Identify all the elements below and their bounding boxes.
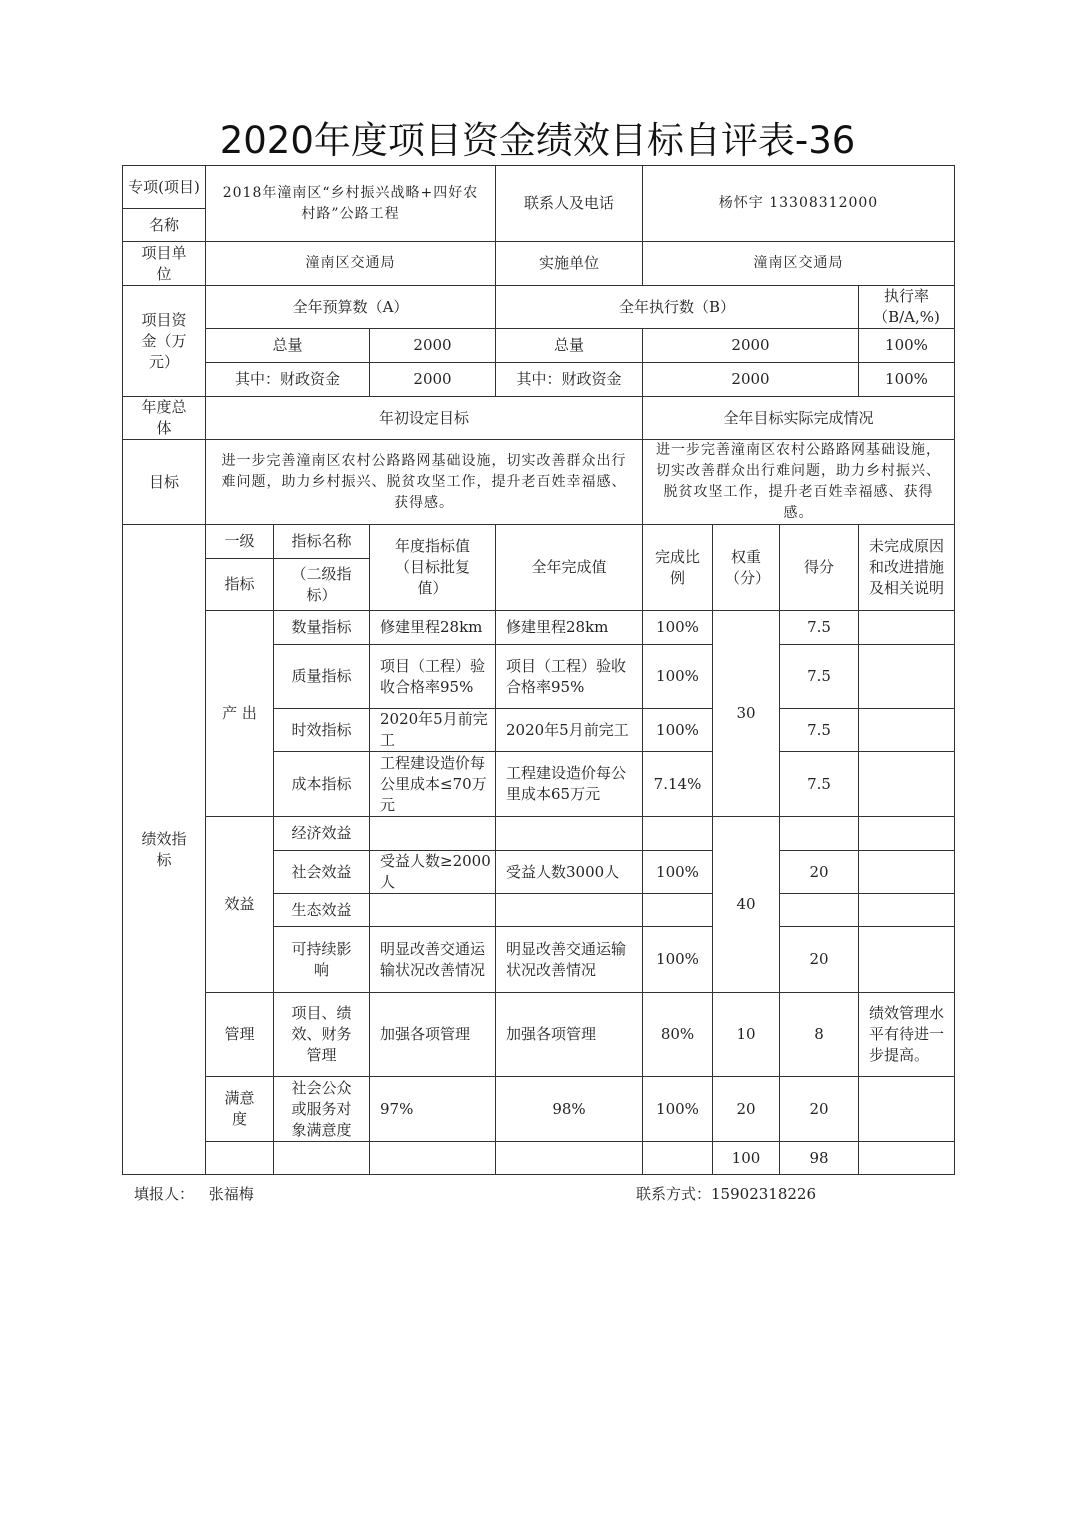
indicator-name: 社会公众或服务对象满意度: [274, 1077, 370, 1142]
indicator-ratio: [643, 817, 713, 851]
funds-total-b: 2000: [643, 329, 859, 363]
indicator-reason: [859, 752, 955, 817]
project-name: 2018年潼南区“乡村振兴战略+四好农村路”公路工程: [206, 166, 496, 242]
funds-fiscal-b: 2000: [643, 363, 859, 397]
indicator-target: 项目（工程）验收合格率95%: [370, 645, 496, 709]
indicator-reason: [859, 817, 955, 851]
funds-fiscal-rate: 100%: [859, 363, 955, 397]
hdr-weight: 权重（分）: [713, 525, 780, 611]
footer-contact: [636, 1183, 816, 1204]
unit-label: 项目单位: [123, 242, 206, 286]
hdr-reason: 未完成原因和改进措施及相关说明: [859, 525, 955, 611]
unit-value: 潼南区交通局: [206, 242, 496, 286]
hdr-level1-a: 一级: [206, 525, 274, 559]
indicator-score: 7.5: [780, 752, 859, 817]
indicator-score: 7.5: [780, 709, 859, 752]
benefit-weight: 40: [713, 817, 780, 993]
filler-label: 填报人：: [134, 1185, 195, 1203]
indicator-target: [370, 894, 496, 927]
indicator-name: 可持续影响: [274, 927, 370, 993]
indicator-reason: 绩效管理水平有待进一步提高。: [859, 993, 955, 1077]
page-title: 2020年度项目资金绩效目标自评表-36: [219, 119, 856, 162]
hdr-ratio: 完成比例: [643, 525, 713, 611]
indicator-target: 明显改善交通运输状况改善情况: [370, 927, 496, 993]
impl-value: 潼南区交通局: [643, 242, 955, 286]
indicator-score: 7.5: [780, 611, 859, 645]
total-blank: [370, 1142, 496, 1175]
indicator-score: 20: [780, 1077, 859, 1142]
output-weight: 30: [713, 611, 780, 817]
total-blank: [206, 1142, 274, 1175]
indicator-score: 20: [780, 927, 859, 993]
filler: [134, 1183, 254, 1204]
indicator-name: 生态效益: [274, 894, 370, 927]
indicator-name: 项目、绩效、财务管理: [274, 993, 370, 1077]
benefit-label: 效益: [206, 817, 274, 993]
funds-total-a: 2000: [370, 329, 496, 363]
indicator-name: 时效指标: [274, 709, 370, 752]
indicator-actual: 受益人数3000人: [496, 851, 643, 894]
hdr-level1-b: 指标: [206, 559, 274, 611]
indicator-score: 7.5: [780, 645, 859, 709]
funds-total-label-b: 总量: [496, 329, 643, 363]
indicator-reason: [859, 894, 955, 927]
project-label: 专项(项目): [123, 166, 206, 209]
indicator-actual: [496, 817, 643, 851]
indicator-target: 修建里程28km: [370, 611, 496, 645]
filler-name: 张福梅: [208, 1185, 254, 1203]
funds-fiscal-label-a: 其中：财政资金: [206, 363, 370, 397]
funds-total-rate: 100%: [859, 329, 955, 363]
total-blank: [643, 1142, 713, 1175]
indicator-actual: 加强各项管理: [496, 993, 643, 1077]
goal-label: 目标: [123, 440, 206, 525]
management-label: 管理: [206, 993, 274, 1077]
output-label: 产 出: [206, 611, 274, 817]
indicator-target: 2020年5月前完工: [370, 709, 496, 752]
indicator-target: 97%: [370, 1077, 496, 1142]
actual-header: 全年目标实际完成情况: [643, 397, 955, 440]
indicator-ratio: 100%: [643, 1077, 713, 1142]
indicator-score: [780, 894, 859, 927]
indicator-target: 加强各项管理: [370, 993, 496, 1077]
total-blank: [859, 1142, 955, 1175]
indicator-ratio: 7.14%: [643, 752, 713, 817]
hdr-name-a: 指标名称: [274, 525, 370, 559]
indicator-name: 数量指标: [274, 611, 370, 645]
hdr-name-b: （二级指标）: [274, 559, 370, 611]
indicator-ratio: 100%: [643, 927, 713, 993]
indicator-name: 经济效益: [274, 817, 370, 851]
indicator-reason: [859, 1077, 955, 1142]
contact-value: 杨怀宇 13308312000: [643, 166, 955, 242]
indicator-reason: [859, 927, 955, 993]
satisfaction-weight: 20: [713, 1077, 780, 1142]
indicator-target: 受益人数≥2000人: [370, 851, 496, 894]
indicator-actual: 2020年5月前完工: [496, 709, 643, 752]
total-blank: [274, 1142, 370, 1175]
indicator-name: 质量指标: [274, 645, 370, 709]
total-blank: [496, 1142, 643, 1175]
indicator-ratio: 80%: [643, 993, 713, 1077]
exec-header: 全年执行数（B）: [496, 286, 859, 329]
indicator-target: 工程建设造价每公里成本≤70万元: [370, 752, 496, 817]
indicator-actual: 98%: [496, 1077, 643, 1142]
indicator-actual: 工程建设造价每公里成本65万元: [496, 752, 643, 817]
target-text: 进一步完善潼南区农村公路路网基础设施，切实改善群众出行难问题，助力乡村振兴、脱贫攻坚工作，提升老百姓幸福感、获得感。: [206, 440, 643, 525]
funds-fiscal-a: 2000: [370, 363, 496, 397]
evaluation-table: [122, 165, 955, 1175]
actual-text: 进一步完善潼南区农村公路路网基础设施，切实改善群众出行难问题，助力乡村振兴、脱贫攻坚工作，提升老百姓幸福感、获得感。: [643, 440, 955, 525]
indicator-ratio: 100%: [643, 709, 713, 752]
satisfaction-label: 满意度: [206, 1077, 274, 1142]
funds-total-label-a: 总量: [206, 329, 370, 363]
target-header: 年初设定目标: [206, 397, 643, 440]
total-score: 98: [780, 1142, 859, 1175]
indicator-name: 社会效益: [274, 851, 370, 894]
perf-label: 绩效指标: [123, 525, 206, 1175]
indicator-ratio: 100%: [643, 611, 713, 645]
budget-header: 全年预算数（A）: [206, 286, 496, 329]
total-weight: 100: [713, 1142, 780, 1175]
indicator-reason: [859, 645, 955, 709]
indicator-ratio: [643, 894, 713, 927]
indicator-ratio: 100%: [643, 645, 713, 709]
indicator-score: 20: [780, 851, 859, 894]
indicator-ratio: 100%: [643, 851, 713, 894]
indicator-reason: [859, 851, 955, 894]
indicator-name: 成本指标: [274, 752, 370, 817]
indicator-actual: [496, 894, 643, 927]
indicator-actual: 项目（工程）验收合格率95%: [496, 645, 643, 709]
hdr-actual: 全年完成值: [496, 525, 643, 611]
rate-header: 执行率（B/A,%): [859, 286, 955, 329]
contact-label: 联系人及电话: [496, 166, 643, 242]
hdr-score: 得分: [780, 525, 859, 611]
funds-label: 项目资金（万元）: [123, 286, 206, 397]
overall-label: 年度总体: [123, 397, 206, 440]
indicator-target: [370, 817, 496, 851]
indicator-actual: 修建里程28km: [496, 611, 643, 645]
management-weight: 10: [713, 993, 780, 1077]
footer-contact-value: 15902318226: [711, 1185, 816, 1203]
indicator-actual: 明显改善交通运输状况改善情况: [496, 927, 643, 993]
indicator-score: 8: [780, 993, 859, 1077]
name-label: 名称: [123, 209, 206, 242]
indicator-reason: [859, 611, 955, 645]
footer-contact-label: 联系方式：: [636, 1185, 712, 1203]
impl-label: 实施单位: [496, 242, 643, 286]
indicator-reason: [859, 709, 955, 752]
hdr-target: 年度指标值（目标批复值）: [370, 525, 496, 611]
funds-fiscal-label-b: 其中：财政资金: [496, 363, 643, 397]
indicator-score: [780, 817, 859, 851]
